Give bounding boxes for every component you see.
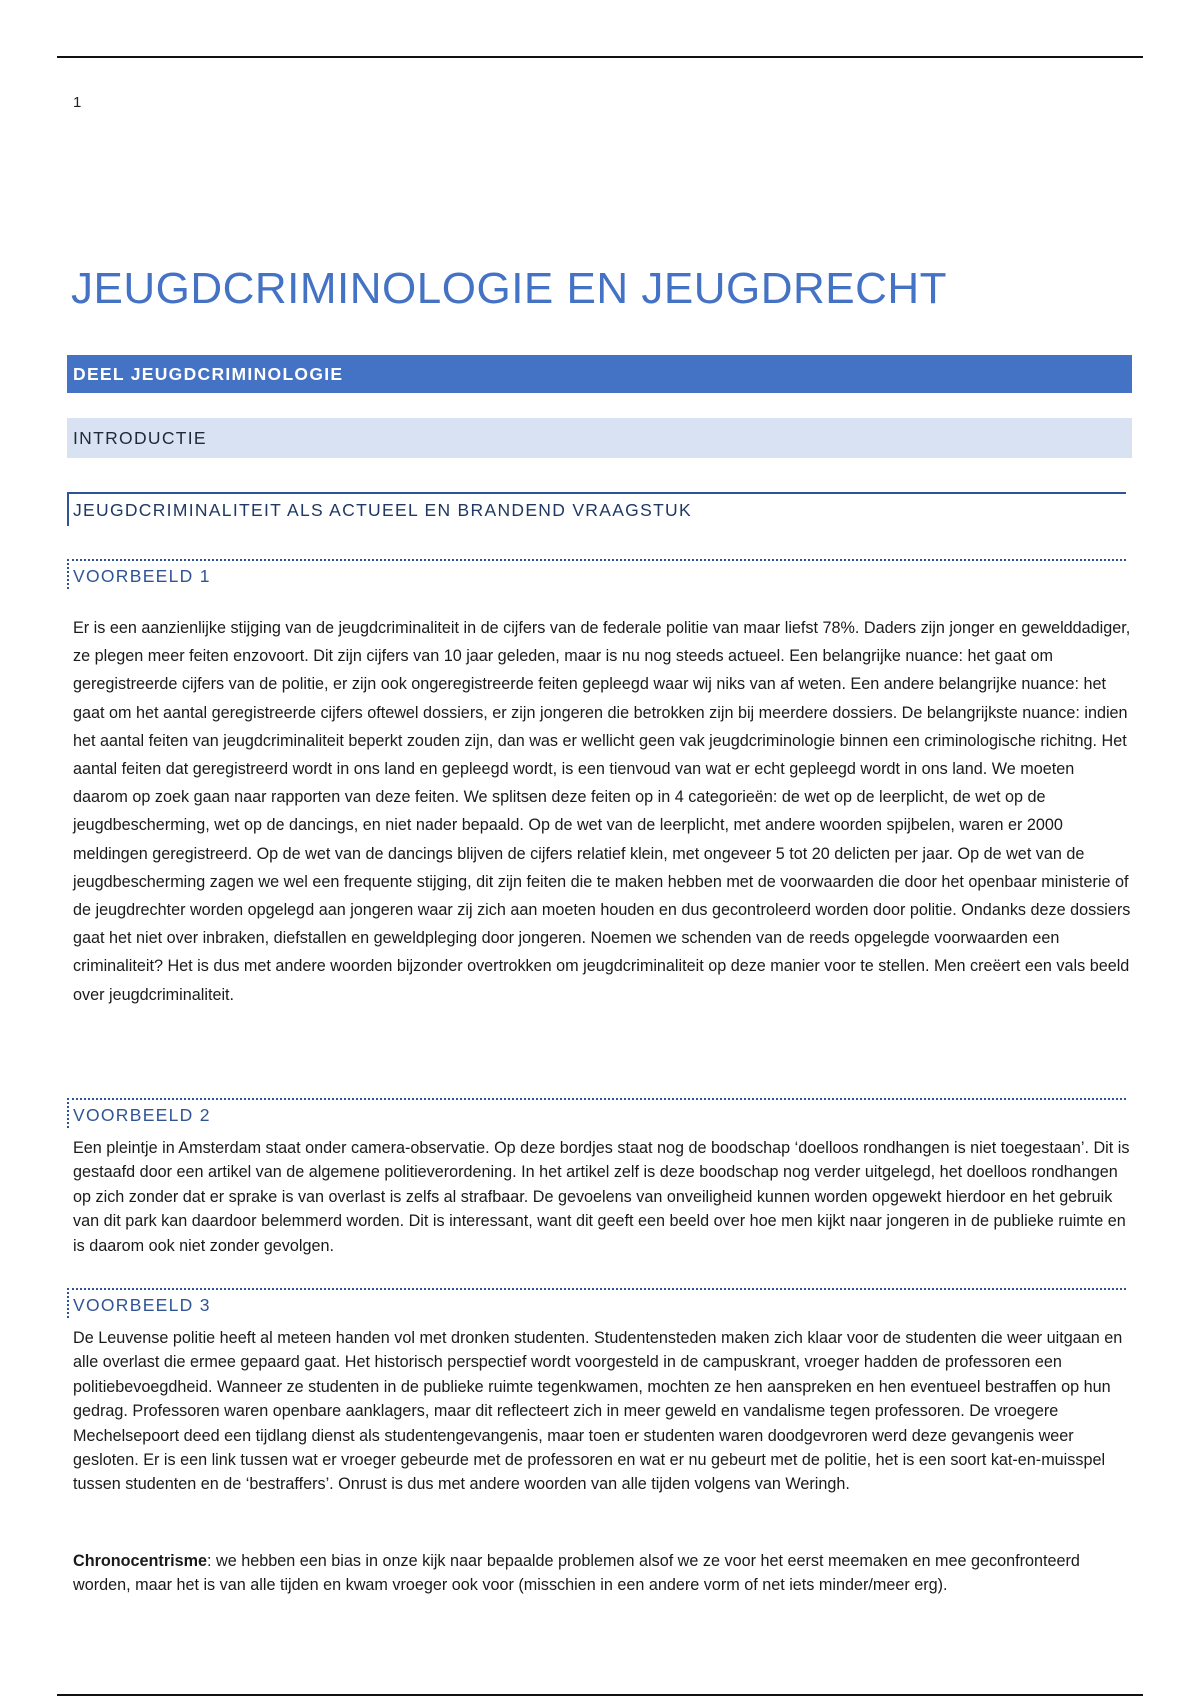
example-1-heading: VOORBEELD 1	[67, 559, 1126, 589]
heading-subsection: JEUGDCRIMINALITEIT ALS ACTUEEL EN BRANDEND VRAAGSTUK	[67, 492, 1126, 526]
example-3-paragraph: De Leuvense politie heeft al meteen handen vol met dronken studenten. Studentensteden maken zich klaar voor de studenten die weer uitgaan en alle overlast die ermee gepaard gaat. Het historisch perspectief wordt voorgesteld in de campuskrant, vroeger hadden de professoren een politiebevoegdheid. Wanneer ze studenten in de publieke ruimte tegenkwamen, mochten ze hen aanspreken en hen eventueel bestraffen op hun gedrag. Professoren waren openbare aanklagers, maar dit reflecteert zich in meer geweld en vandalisme tegen professoren. De vroegere Mechelsepoort deed een tijdlang dienst als studentengevangenis, maar toen er studenten waren doodgevroren werd deze gevangenis weer gesloten. Er is een link tussen wat er vroeger gebeurde met de professoren en wat er nu gebeurt met de politie, het is een soort kat-en-muisspel tussen studenten en de ‘bestraffers’. Onrust is dus met andere woorden van alle tijden volgens van Weringh.	[73, 1329, 1123, 1494]
example-1-paragraph: Er is een aanzienlijke stijging van de jeugdcriminaliteit in de cijfers van de federale politie van maar liefst 78%. Daders zijn jonger en gewelddadiger, ze plegen meer feiten enzovoort. Dit zijn cijfers van 10 jaar geleden, maar is nu nog steeds actueel. Een belangrijke nuance: het gaat om geregistreerde cijfers van de politie, er zijn ook ongeregistreerde feiten gepleegd waar wij niks van af weten. Een andere belangrijke nuance: het gaat om het aantal geregistreerde cijfers oftewel dossiers, er zijn jongeren die betrokken zijn bij meerdere dossiers. De belangrijkste nuance: indien het aantal feiten van jeugdcriminaliteit beperkt zouden zijn, dan was er wellicht geen vak jeugdcriminologie binnen een criminologische richitng. Het aantal feiten dat geregistreerd wordt in ons land en gepleegd wordt, is een tienvoud van wat er echt gepleegd wordt in ons land. We moeten daarom op zoek gaan naar rapporten van deze feiten. We splitsen deze feiten op in 4 categorieën: de wet op de leerplicht, de wet op de jeugdbescherming, wet op de dancings, en niet nader bepaald. Op de wet van de leerplicht, met andere woorden spijbelen, waren er 2000 meldingen geregistreerd. Op de wet van de dancings blijven de cijfers relatief klein, met ongeveer 5 tot 20 delicten per jaar. Op de wet van de jeugdbescherming zagen we wel een frequente stijging, dit zijn feiten die te maken hebben met de voorwaarden die door het openbaar ministerie of de jeugdrechter worden opgelegd aan jongeren waar zij zich aan moeten houden en dus gecontroleerd worden door politie. Ondanks deze dossiers gaat het niet over inbraken, diefstallen en geweldpleging door jongeren. Noemen we schenden van de reeds opgelegde voorwaarden een criminaliteit? Het is dus met andere woorden bijzonder overtrokken om jeugdcriminaliteit op deze manier voor te stellen. Men creëert een vals beeld over jeugdcriminaliteit.	[73, 619, 1131, 1004]
definition-paragraph	[73, 1549, 1133, 1598]
page-number: 1	[73, 94, 82, 111]
example-3-heading: VOORBEELD 3	[67, 1288, 1126, 1318]
example-2-paragraph: Een pleintje in Amsterdam staat onder camera-observatie. Op deze bordjes staat nog de boodschap ‘doelloos rondhangen is niet toegestaan’. Dit is gestaafd door een artikel van de algemene politieverordening. In het artikel zelf is deze boodschap nog verder uitgelegd, het doelloos rondhangen op zich zonder dat er sprake is van overlast is zelfs al strafbaar. De gevoelens van onveiligheid kunnen worden opgewekt hierdoor en het gebruik van dit park kan daardoor belemmerd worden. Dit is interessant, want dit geeft een beeld over hoe men kijkt naar jongeren in de publieke ruimte en is daarom ook niet zonder gevolgen.	[73, 1139, 1130, 1255]
footer-rule	[57, 1694, 1143, 1696]
document-title: JEUGDCRIMINOLOGIE EN JEUGDRECHT	[71, 264, 948, 313]
heading-part: DEEL JEUGDCRIMINOLOGIE	[67, 355, 1132, 393]
definition-term: Chronocentrisme	[73, 1552, 208, 1570]
header-rule	[57, 56, 1143, 58]
heading-section: INTRODUCTIE	[67, 418, 1132, 458]
example-2-heading: VOORBEELD 2	[67, 1098, 1126, 1128]
definition-text: : we hebben een bias in onze kijk naar bepaalde problemen alsof we ze voor het eerst meemaken en mee geconfronteerd worden, maar het is van alle tijden en kwam vroeger ook voor (misschien in een andere vorm of net iets minder/meer erg).	[73, 1552, 1080, 1595]
